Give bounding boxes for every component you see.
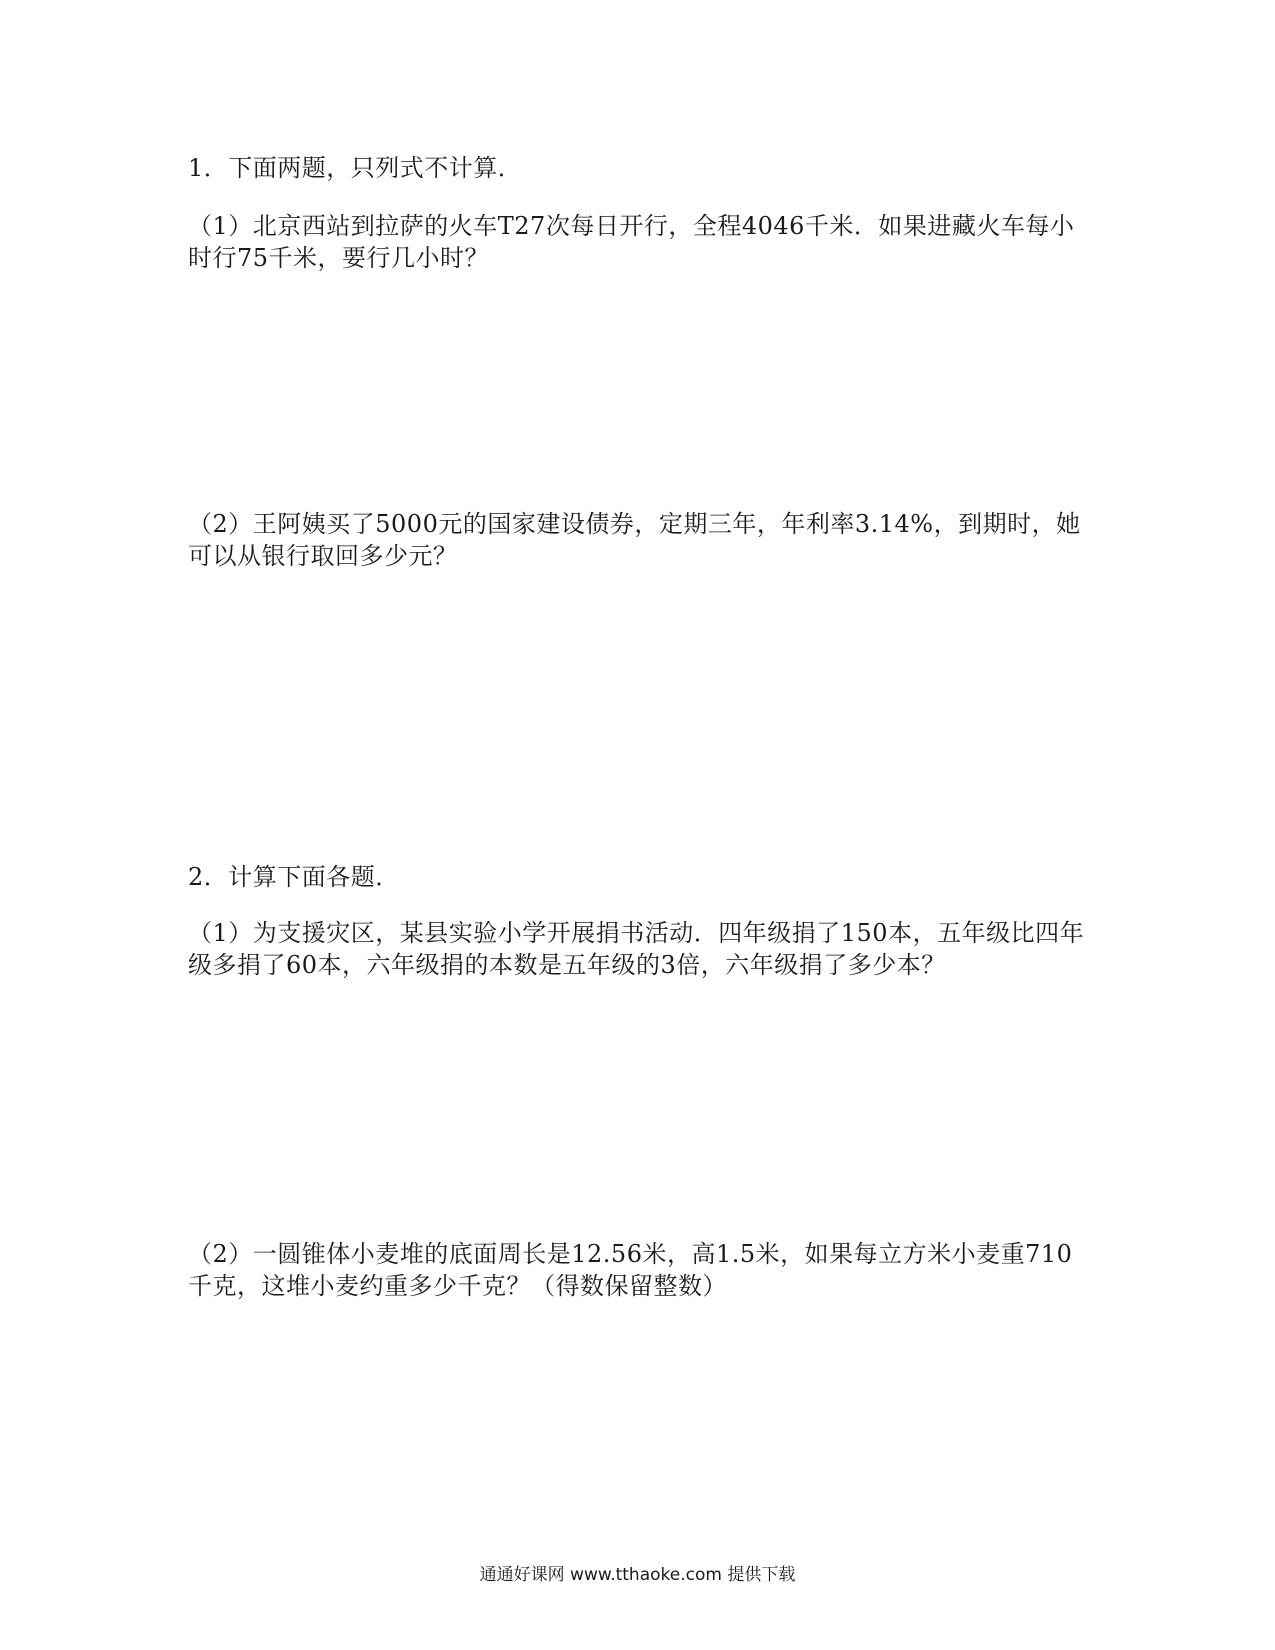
question-1-1: （1）北京西站到拉萨的火车T27次每日开行，全程4046千米．如果进藏火车每小时行75千米，要行几小时？ [188, 212, 1075, 272]
section-1-heading: 1．下面两题，只列式不计算． [188, 154, 523, 182]
question-1-2: （2）王阿姨买了5000元的国家建设债券，定期三年，年利率3.14%，到期时，她可以从银行取回多少元？ [188, 510, 1081, 570]
section-2-heading: 2．计算下面各题． [188, 863, 400, 891]
question-2-1: （1）为支援灾区，某县实验小学开展捐书活动．四年级捐了150本，五年级比四年级多捐了60本，六年级捐的本数是五年级的3倍，六年级捐了多少本？ [188, 919, 1085, 979]
question-2-2: （2）一圆锥体小麦堆的底面周长是12.56米，高1.5米，如果每立方米小麦重710千克，这堆小麦约重多少千克？（得数保留整数） [188, 1240, 1073, 1300]
page-footer: 通通好课网 www.tthaoke.com 提供下载 [479, 1565, 796, 1585]
